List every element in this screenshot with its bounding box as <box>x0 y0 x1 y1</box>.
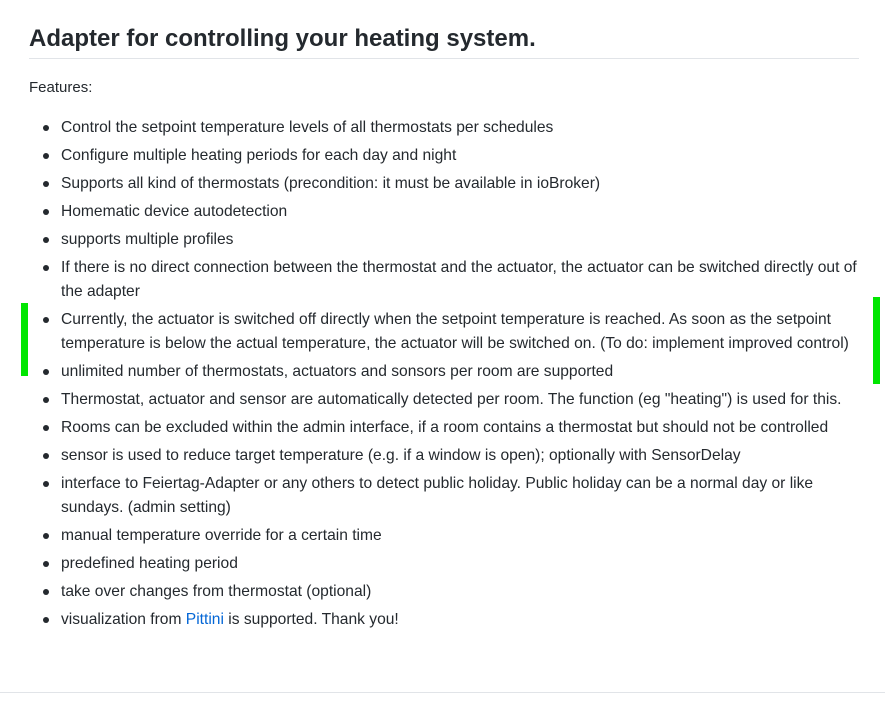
list-item-highlighted: Currently, the actuator is switched off directly when the setpoint temperature is reached. As soon as the setpoint temperature is below the actual temperature, the actuator will be switched on. (To do: implement improved control) <box>61 308 859 356</box>
highlight-bar-left <box>21 303 28 376</box>
list-item: sensor is used to reduce target temperature (e.g. if a window is open); optionally with SensorDelay <box>61 444 859 468</box>
list-item: If there is no direct connection between the thermostat and the actuator, the actuator can be switched directly out of the adapter <box>61 256 859 304</box>
visualization-prefix: visualization from <box>61 611 186 628</box>
list-item: predefined heating period <box>61 552 859 576</box>
list-item: manual temperature override for a certain time <box>61 524 859 548</box>
list-item: interface to Feiertag-Adapter or any others to detect public holiday. Public holiday can be a normal day or like sundays. (admin setting) <box>61 472 859 520</box>
list-item: Thermostat, actuator and sensor are automatically detected per room. The function (eg "heating") is used for this. <box>61 388 859 412</box>
list-item-visualization <box>61 608 859 632</box>
list-item: take over changes from thermostat (optional) <box>61 580 859 604</box>
visualization-suffix: is supported. Thank you! <box>223 611 399 628</box>
page-title: Adapter for controlling your heating system. <box>29 25 536 52</box>
bottom-divider <box>0 692 885 693</box>
pittini-link[interactable]: Pittini <box>185 611 224 628</box>
list-item: Homematic device autodetection <box>61 200 859 224</box>
list-item: Supports all kind of thermostats (precondition: it must be available in ioBroker) <box>61 172 859 196</box>
features-label: Features: <box>29 79 93 96</box>
list-item: Configure multiple heating periods for each day and night <box>61 144 859 168</box>
list-item: unlimited number of thermostats, actuators and sonsors per room are supported <box>61 360 859 384</box>
title-divider <box>29 58 859 59</box>
list-item: supports multiple profiles <box>61 228 859 252</box>
list-item: Control the setpoint temperature levels of all thermostats per schedules <box>61 116 859 140</box>
highlight-bar-right <box>873 297 880 384</box>
list-item: Rooms can be excluded within the admin interface, if a room contains a thermostat but should not be controlled <box>61 416 859 440</box>
feature-list <box>29 116 859 636</box>
